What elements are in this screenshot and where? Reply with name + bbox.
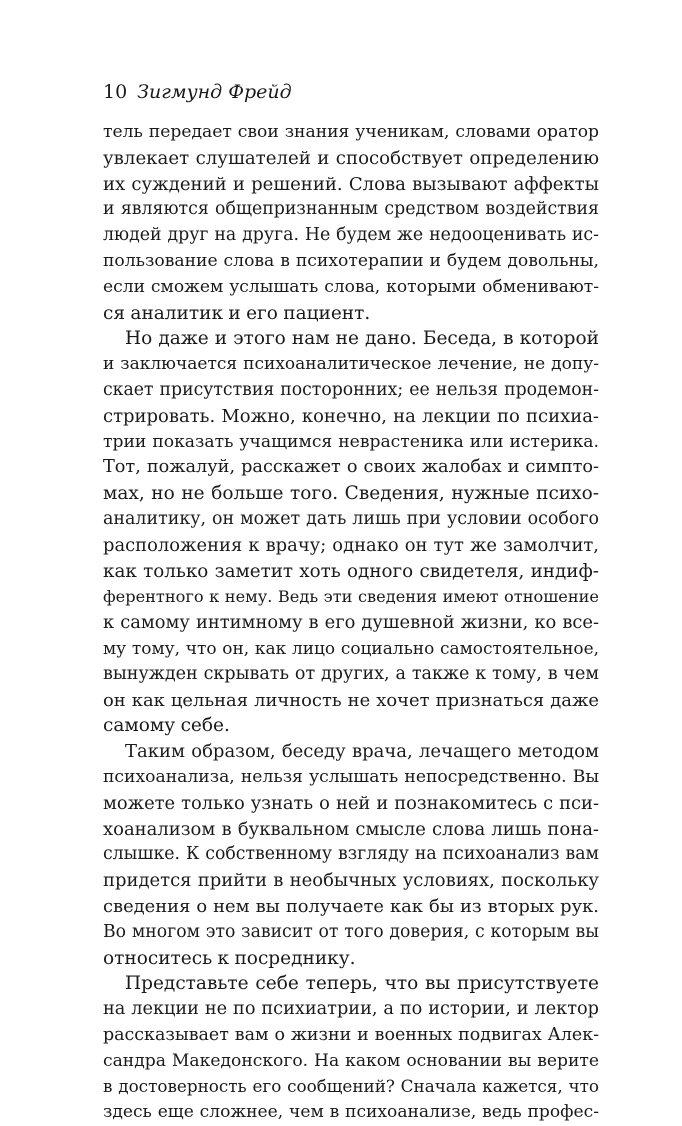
text-line: тель передает свои знания ученикам, словами оратор [103, 122, 599, 142]
text-line: людей друг на друга. Не будем же недооценивать ис- [103, 225, 599, 246]
text-line: слышке. К собственному взгляду на психоанализ вам [103, 844, 599, 865]
text-line: ся аналитик и его пациент. [103, 302, 371, 324]
text-line: он как цельная личность не хочет признаться даже [103, 689, 599, 711]
text-line: расположения к врачу; однако он тут же замолчит, [103, 534, 599, 556]
text-line: аналитику, он может дать лишь при условии особого [103, 508, 599, 529]
text-line: как только заметит хоть одного свидетеля, индиф- [103, 560, 599, 582]
text-line: пользование слова в психотерапии и будем довольны, [103, 250, 599, 271]
text-line: рассказывает вам о жизни и военных подвигах Алек- [103, 1024, 599, 1045]
page-number: 10 [103, 81, 128, 103]
paragraph [103, 971, 599, 1126]
paragraph [103, 326, 599, 739]
paragraph [103, 120, 599, 326]
text-line: сандра Македонского. На каком основании вы верите [103, 1050, 599, 1071]
author-title: Зигмунд Фрейд [137, 81, 292, 103]
text-line: трии показать учащимся неврастеника или истерика. [103, 431, 599, 452]
text-line: стрировать. Можно, конечно, на лекции по психиа- [103, 405, 599, 427]
running-head [103, 80, 292, 104]
text-line: му тому, что он, как лицо социально самостоятельное, [103, 637, 599, 658]
text-line: можете только узнать о ней и познакомитесь с пси- [103, 792, 599, 814]
text-line: относитесь к посреднику. [103, 947, 356, 969]
text-line: скает присутствия посторонних; ее нельзя продемон- [103, 379, 599, 400]
text-line: вынужден скрывать от других, а также к тому, в чем [103, 663, 599, 684]
text-line: сведения о нем вы получаете как бы из вторых рук. [103, 895, 599, 917]
text-line: Представьте себе теперь, что вы присутствуете [125, 973, 599, 995]
text-line: Тот, пожалуй, расскажет о своих жалобах и симпто- [103, 457, 599, 478]
text-line: ферентного к нему. Ведь эти сведения имеют отношение [103, 587, 599, 607]
text-line: и являются общепризнанным средством воздействия [103, 199, 599, 220]
text-line: и заключается психоаналитическое лечение, не допу- [103, 354, 599, 375]
text-line: увлекает слушателей и способствует определению [103, 147, 599, 169]
text-line: Таким образом, беседу врача, лечащего методом [125, 741, 599, 763]
text-line: здесь еще сложнее, чем в психоанализе, ведь профес- [103, 1102, 599, 1123]
text-line: психоанализа, нельзя услышать непосредственно. Вы [103, 766, 599, 787]
text-line: их суждений и решений. Слова вызывают аффекты [103, 173, 599, 195]
text-line: мах, но не больше того. Сведения, нужные психо- [103, 483, 599, 505]
text-line: Во многом это зависит от того доверия, с которым вы [103, 921, 599, 942]
paragraph [103, 739, 599, 971]
text-line: на лекции не по психиатрии, а по истории, и лектор [103, 999, 599, 1020]
text-line: если сможем услышать слова, которыми обменивают- [103, 276, 599, 297]
text-line: Но даже и этого нам не дано. Беседа, в которой [125, 328, 599, 350]
text-line: самому себе. [103, 715, 230, 737]
text-line: придется прийти в необычных условиях, поскольку [103, 870, 599, 892]
text-line: хоанализом в буквальном смысле слова лишь пона- [103, 818, 599, 840]
text-line: к самому интимному в его душевной жизни, ко все- [103, 612, 599, 634]
text-line: в достоверность его сообщений? Сначала кажется, что [103, 1076, 599, 1097]
body-text [103, 120, 599, 1126]
